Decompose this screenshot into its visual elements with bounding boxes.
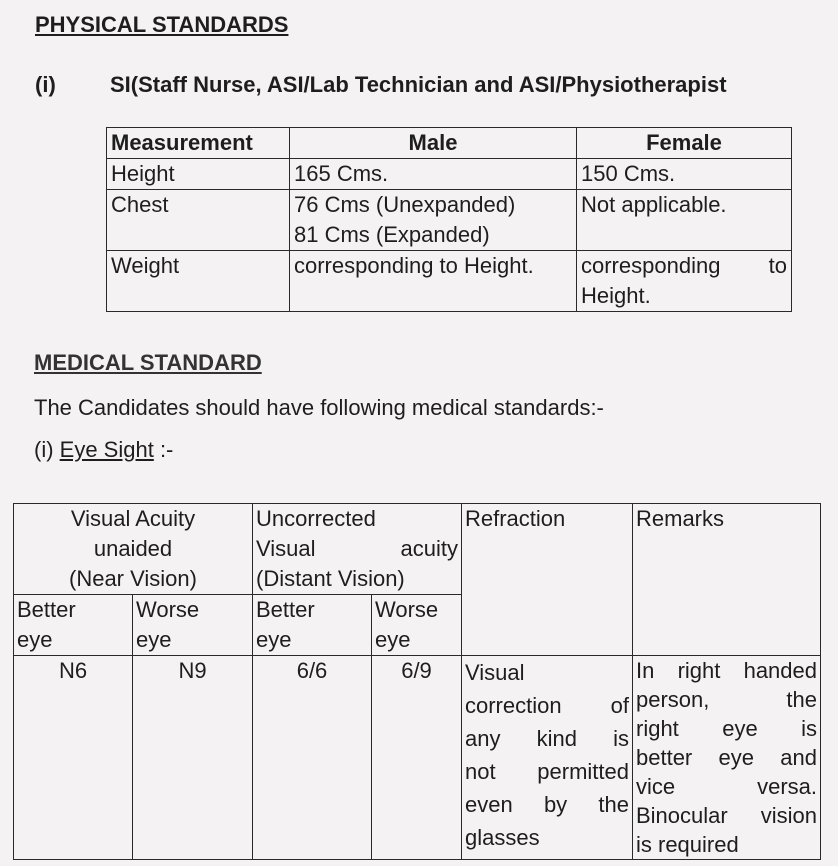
cell-near-worse: N9: [133, 656, 253, 860]
eye-sight-suffix: :-: [153, 437, 174, 462]
table-row: [107, 251, 792, 312]
cell-distant-worse: 6/9: [372, 656, 462, 860]
subheader-worse-eye-near: [133, 595, 253, 656]
cell-line: even by the: [465, 792, 629, 817]
cell-male: [290, 190, 577, 251]
table-row: [107, 190, 792, 251]
cell-line: any kind is: [465, 726, 629, 751]
subheader-line: Worse: [136, 597, 200, 622]
physical-standards-table: [106, 127, 792, 312]
cell-female: [577, 251, 792, 312]
table-row: [107, 159, 792, 190]
cell-male: 165 Cms.: [290, 159, 577, 190]
cell-line: correction of: [465, 693, 629, 718]
header-line: (Near Vision): [69, 566, 197, 591]
header-measurement: Measurement: [107, 128, 290, 159]
cell-line: Height.: [581, 283, 651, 308]
header-line: unaided: [93, 536, 173, 561]
cell-measurement: Height: [107, 159, 290, 190]
subheader-line: Better: [256, 597, 315, 622]
header-line: Visual acuity: [256, 536, 458, 561]
cell-line: right eye is: [636, 716, 817, 741]
cell-line: better eye and: [636, 745, 817, 770]
subheader-line: eye: [256, 627, 292, 652]
medical-standard-title: MEDICAL STANDARD: [34, 350, 262, 375]
cell-line: 76 Cms (Unexpanded): [294, 192, 516, 217]
eye-sight-label: [34, 437, 173, 463]
header-line: (Distant Vision): [256, 566, 405, 591]
subheader-better-eye-distant: [253, 595, 372, 656]
cell-line: 81 Cms (Expanded): [294, 222, 490, 247]
table-row: [14, 656, 821, 860]
cell-line: Binocular vision: [636, 803, 817, 828]
cell-line: is required: [636, 832, 739, 857]
cell-line: glasses: [465, 825, 540, 850]
subheader-line: eye: [136, 627, 172, 652]
cell-female: 150 Cms.: [577, 159, 792, 190]
subsection-title: SI(Staff Nurse, ASI/Lab Technician and ASI/Physiotherapist: [110, 72, 727, 97]
header-remarks: Remarks: [633, 504, 821, 656]
cell-line: In right handed: [636, 658, 817, 683]
header-refraction: Refraction: [462, 504, 633, 656]
cell-near-better: N6: [14, 656, 133, 860]
cell-measurement: Chest: [107, 190, 290, 251]
table-header-row: [14, 504, 821, 595]
subheader-line: Better: [17, 597, 76, 622]
subheader-line: Worse: [375, 597, 439, 622]
cell-refraction: [462, 656, 633, 860]
cell-line: vice versa.: [636, 774, 817, 799]
header-line: Visual Acuity: [70, 506, 196, 531]
section-title: PHYSICAL STANDARDS: [35, 12, 289, 37]
table-header-row: [107, 128, 792, 159]
eye-sight-title: Eye Sight: [59, 437, 154, 462]
eye-sight-prefix: (i): [34, 437, 60, 462]
subheader-line: eye: [17, 627, 53, 652]
eye-sight-table: [13, 503, 821, 860]
intro-text: The Candidates should have following medical standards:-: [34, 395, 604, 420]
header-female: Female: [577, 128, 792, 159]
cell-distant-better: 6/6: [253, 656, 372, 860]
subheader-worse-eye-distant: [372, 595, 462, 656]
cell-male: corresponding to Height.: [290, 251, 577, 312]
subheader-line: eye: [375, 627, 411, 652]
cell-measurement: Weight: [107, 251, 290, 312]
cell-female: Not applicable.: [577, 190, 792, 251]
header-line: Uncorrected: [256, 506, 376, 531]
cell-line: not permitted: [465, 759, 629, 784]
subsection-number: (i): [35, 72, 56, 97]
header-distant-vision: [253, 504, 462, 595]
cell-line: person, the: [636, 687, 817, 712]
cell-line: corresponding to: [581, 253, 787, 278]
header-near-vision: [14, 504, 253, 595]
subheader-better-eye-near: [14, 595, 133, 656]
cell-remarks: [633, 656, 821, 860]
header-male: Male: [290, 128, 577, 159]
cell-line: Visual: [465, 660, 525, 685]
